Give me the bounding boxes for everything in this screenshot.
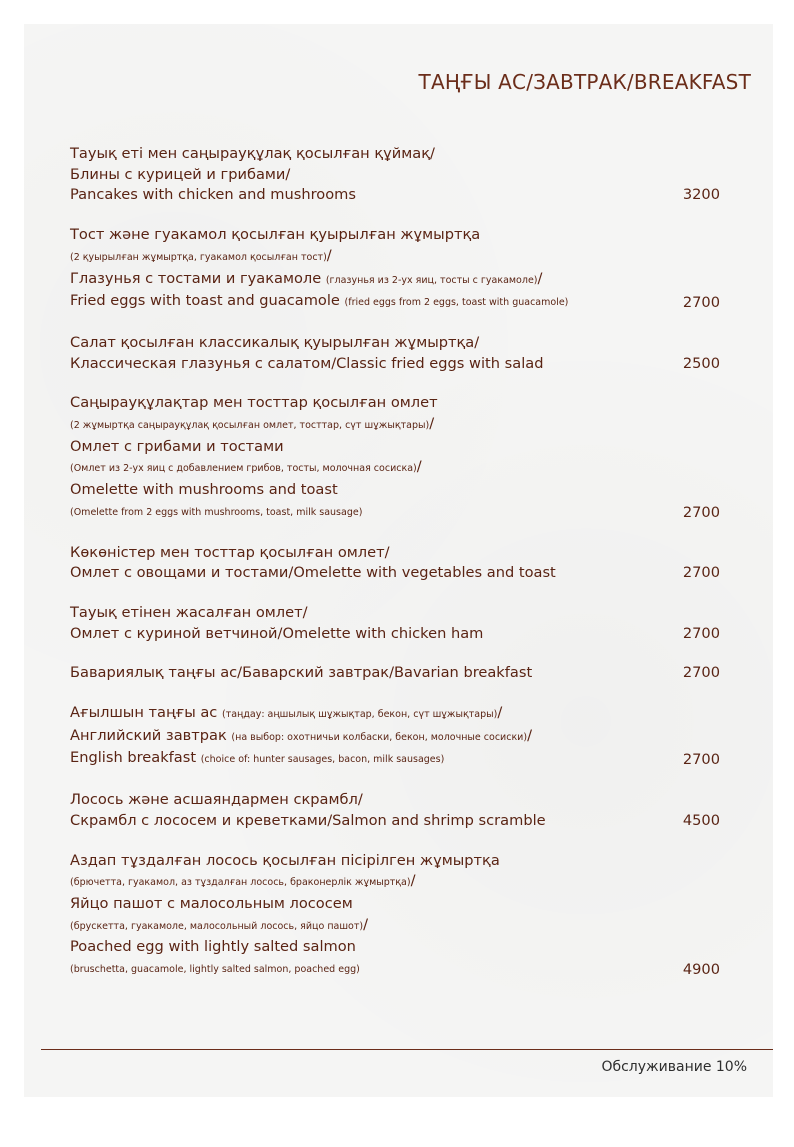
menu-item-name: Fried eggs with toast and guacamole <box>70 292 345 310</box>
menu-item-description: (глазунья из 2-ух яиц, тосты с гуакамоле) <box>325 274 538 286</box>
footer-divider <box>41 1049 773 1050</box>
menu-item-name: Английский завтрак <box>70 726 232 744</box>
menu-item <box>70 543 720 584</box>
menu-item-line <box>70 144 720 165</box>
menu-item-name: / <box>527 726 532 744</box>
menu-item-line <box>70 437 720 458</box>
menu-item <box>70 333 720 374</box>
menu-item-description: (Omelette from 2 eggs with mushrooms, toast, milk sausage) <box>70 506 363 518</box>
menu-item <box>70 851 720 981</box>
menu-item-name: Блины с курицей и грибами/ <box>70 165 291 183</box>
menu-item <box>70 225 720 314</box>
menu-item-name: Салат қосылған классикалық қуырылған жұмыртқа/ <box>70 333 480 351</box>
menu-item-description: (2 жұмыртқа саңырауқұлақ қосылған омлет, тосттар, сүт шұжықтары) <box>70 420 430 432</box>
menu-item-description: (брючетта, гуакамол, аз тұздалған лосось, браконерлік жұмыртқа) <box>70 877 411 889</box>
menu-item <box>70 663 720 684</box>
menu-item-price: 2700 <box>682 294 720 312</box>
menu-item-line <box>70 414 720 437</box>
menu-item-description: (bruschetta, guacamole, lightly salted salmon, poached egg) <box>70 964 360 976</box>
page-title: ТАҢҒЫ АС/ЗАВТРАК/BREAKFAST <box>418 70 751 94</box>
menu-item <box>70 703 720 771</box>
menu-item-price: 4500 <box>682 811 720 829</box>
menu-item-name: Тауық етінен жасалған омлет/ <box>70 603 308 621</box>
menu-item-price: 2700 <box>682 664 720 682</box>
menu-item-line <box>70 703 720 726</box>
menu-item-price: 2700 <box>682 751 720 769</box>
menu-item-line <box>70 165 720 186</box>
menu-item-description: (Омлет из 2-ух яиц с добавлением грибов, тосты, молочная сосиска) <box>70 463 417 475</box>
menu-item-description: (брускетта, гуакамоле, малосольный лосось, яйцо пашот) <box>70 920 364 932</box>
menu-item-description: (choice of: hunter sausages, bacon, milk sausages) <box>200 754 445 766</box>
menu-item-name: Көкөністер мен тосттар қосылған омлет/ <box>70 543 390 561</box>
menu-item-name: Лосось және асшаяндармен скрамбл/ <box>70 791 363 809</box>
menu-item-price: 2500 <box>682 354 720 372</box>
menu-item-name: Poached egg with lightly salted salmon <box>70 938 356 956</box>
menu-item-name: Ағылшын таңғы ас <box>70 704 222 722</box>
menu-item-name: / <box>429 415 435 433</box>
menu-item-name: Глазунья с тостами и гуакамоле <box>70 269 326 287</box>
menu-item-line <box>70 457 720 480</box>
menu-item-line <box>70 624 720 645</box>
menu-item-line <box>70 915 720 938</box>
menu-item-line <box>70 937 720 958</box>
menu-item-name: Тост және гуакамол қосылған қуырылған жұмыртқа <box>70 226 481 244</box>
menu-item-line <box>70 225 720 246</box>
service-charge-note: Обслуживание 10% <box>601 1059 747 1075</box>
menu-item-line <box>70 393 720 414</box>
menu-item-line <box>70 958 720 981</box>
menu-item-name: Тауық еті мен саңырауқұлақ қосылған құймақ/ <box>70 145 435 162</box>
menu-item-line <box>70 790 720 811</box>
menu-item-name: / <box>497 704 503 722</box>
menu-item-line <box>70 333 720 354</box>
menu-item-description: (fried eggs from 2 eggs, toast with guacamole) <box>344 297 569 309</box>
menu-item-line <box>70 851 720 872</box>
menu-item-name: Скрамбл с лососем и креветками/Salmon and shrimp scramble <box>70 811 546 829</box>
menu-item-line <box>70 501 720 524</box>
menu-item-name: Яйцо пашот с малосольным лососем <box>70 894 353 912</box>
menu-item-description: (на выбор: охотничьи колбаски, бекон, молочные сосиски) <box>231 731 528 743</box>
menu-items-list <box>70 144 720 1000</box>
menu-item-price: 4900 <box>682 961 720 979</box>
menu-item-line <box>70 185 720 206</box>
menu-item-line <box>70 603 720 624</box>
menu-item-line <box>70 563 720 584</box>
menu-item-description: (2 қуырылған жұмыртқа, гуакамол қосылған тост) <box>70 251 327 263</box>
menu-item-name: / <box>410 872 416 890</box>
menu-item-name: Omelette with mushrooms and toast <box>70 481 338 499</box>
menu-item-price: 2700 <box>682 503 720 521</box>
menu-item-line <box>70 871 720 894</box>
menu-item-name: Омлет с грибами и тостами <box>70 437 284 455</box>
menu-item-name: Классическая глазунья с салатом/Classic fried eggs with salad <box>70 354 544 372</box>
menu-item-name: / <box>537 269 543 287</box>
menu-item-line <box>70 354 720 375</box>
menu-item <box>70 603 720 644</box>
menu-item-line <box>70 480 720 501</box>
menu-item-line <box>70 269 720 292</box>
menu-item-line <box>70 246 720 269</box>
menu-item-name: Саңырауқұлақтар мен тосттар қосылған омлет <box>70 394 438 412</box>
menu-item-name: / <box>416 458 422 476</box>
menu-item-name: English breakfast <box>70 749 201 767</box>
menu-item-line <box>70 726 720 749</box>
menu-item-name: Омлет с овощами и тостами/Omelette with vegetables and toast <box>70 564 556 582</box>
menu-item-name: Омлет с куриной ветчиной/Omelette with chicken ham <box>70 624 484 642</box>
menu-item-price: 3200 <box>682 186 720 204</box>
menu-item <box>70 144 720 206</box>
menu-item-name: / <box>326 246 332 264</box>
menu-item-line <box>70 894 720 915</box>
menu-item-description: (таңдау: аңшылық шұжықтар, бекон, сүт шұжықтары) <box>221 709 498 721</box>
menu-item-name: Бавариялық таңғы ас/Баварский завтрак/Bavarian breakfast <box>70 664 533 682</box>
menu-item-line <box>70 811 720 832</box>
menu-item-name: Pancakes with chicken and mushrooms <box>70 186 356 204</box>
menu-item <box>70 393 720 523</box>
menu-item-name: / <box>363 915 369 933</box>
menu-item-line <box>70 663 720 684</box>
menu-item-line <box>70 543 720 564</box>
menu-item-price: 2700 <box>682 564 720 582</box>
menu-item-line <box>70 291 720 314</box>
menu-item-price: 2700 <box>682 624 720 642</box>
menu-item-line <box>70 748 720 771</box>
menu-item-name: Аздап тұздалған лосось қосылған пісірілген жұмыртқа <box>70 851 500 869</box>
menu-page <box>24 24 773 1097</box>
menu-item <box>70 790 720 831</box>
